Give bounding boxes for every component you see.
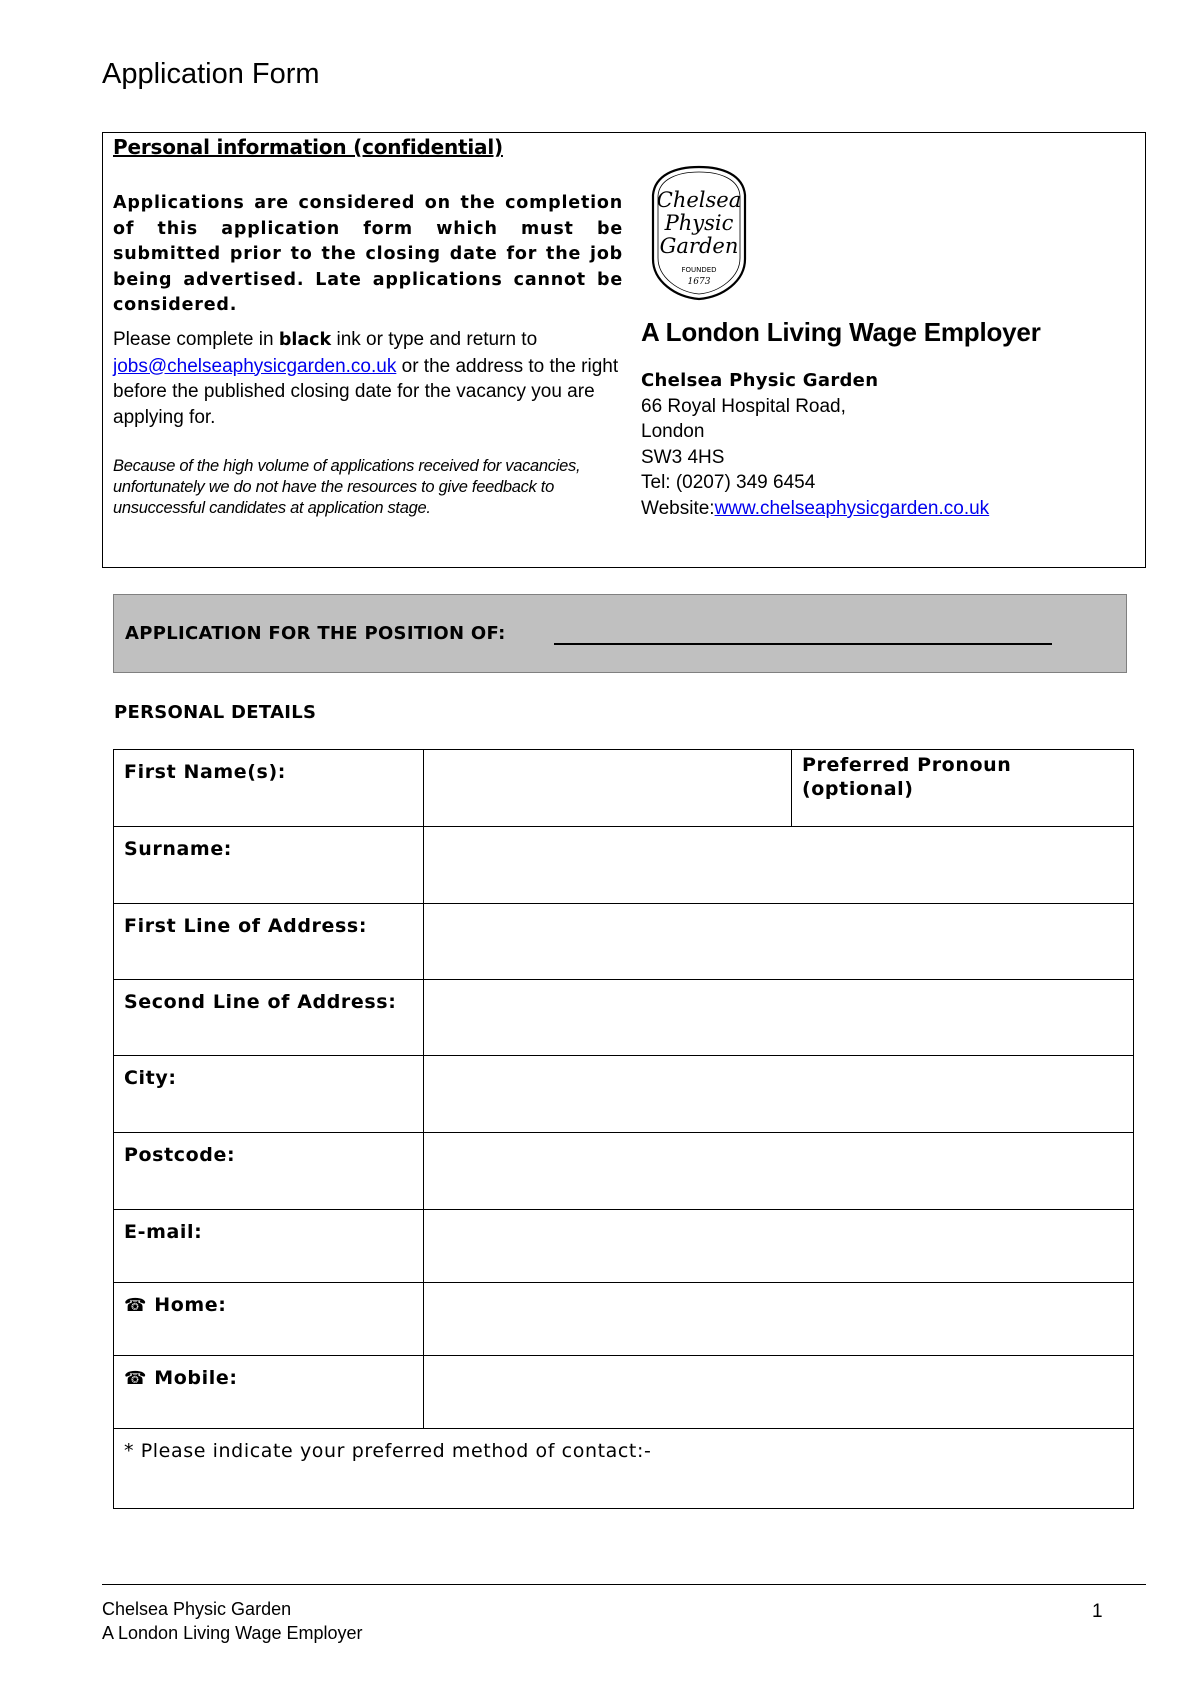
- table-row: [114, 1210, 1134, 1283]
- table-row: [114, 1056, 1134, 1133]
- address-street: 66 Royal Hospital Road,: [641, 395, 846, 417]
- living-wage-tagline: A London Living Wage Employer: [641, 317, 1041, 347]
- address-line-2-field[interactable]: [424, 980, 1134, 1056]
- page-title: Application Form: [102, 58, 320, 90]
- info-right-column: [641, 163, 1141, 522]
- instructions-text: or the address to the right before the published closing date for the vacancy you are applying for.: [113, 355, 619, 428]
- phone-icon: ☎: [124, 1368, 148, 1389]
- address-block: [641, 368, 1141, 522]
- instructions-paragraph: [113, 327, 623, 430]
- personal-details-heading: PERSONAL DETAILS: [114, 702, 317, 723]
- svg-text:Physic: Physic: [664, 211, 734, 235]
- address-line-2-label: Second Line of Address:: [114, 980, 424, 1056]
- city-label: City:: [114, 1056, 424, 1133]
- home-phone-field[interactable]: [424, 1283, 1134, 1356]
- mobile-phone-cell: [114, 1356, 424, 1429]
- website-line: [641, 496, 1141, 522]
- instructions-text: Please complete in: [113, 328, 279, 350]
- email-link[interactable]: jobs@chelseaphysicgarden.co.uk: [113, 355, 397, 377]
- surname-label: Surname:: [114, 827, 424, 904]
- city-field[interactable]: [424, 1056, 1134, 1133]
- footer-divider: [102, 1584, 1146, 1585]
- personal-details-table: [113, 749, 1134, 1509]
- first-name-label: First Name(s):: [114, 750, 424, 827]
- preferred-pronoun-field[interactable]: Preferred Pronoun (optional): [792, 750, 1134, 827]
- personal-information-box: [102, 132, 1146, 568]
- table-row: [114, 904, 1134, 980]
- position-applied-box: [113, 594, 1127, 673]
- svg-text:Chelsea: Chelsea: [656, 188, 742, 212]
- surname-field[interactable]: [424, 827, 1134, 904]
- chelsea-physic-garden-logo: [645, 163, 753, 303]
- telephone: Tel: (0207) 349 6454: [641, 472, 816, 494]
- mobile-phone-field[interactable]: [424, 1356, 1134, 1429]
- preferred-contact-field[interactable]: * Please indicate your preferred method of contact:-: [114, 1429, 1134, 1509]
- address-postcode: SW3 4HS: [641, 446, 725, 468]
- instructions-bold: black: [278, 329, 332, 350]
- table-row: [114, 1133, 1134, 1210]
- organisation-name: Chelsea Physic Garden: [641, 370, 879, 391]
- home-phone-cell: [114, 1283, 424, 1356]
- postcode-label: Postcode:: [114, 1133, 424, 1210]
- svg-text:FOUNDED: FOUNDED: [681, 266, 717, 274]
- table-row: [114, 1356, 1134, 1429]
- table-row: [114, 980, 1134, 1056]
- svg-text:Garden: Garden: [659, 234, 739, 258]
- mobile-phone-label: Mobile:: [154, 1367, 238, 1389]
- application-notice: Applications are considered on the completion of this application form which must be submitted prior to the closing date for the job being advertised. Late applications cannot be considered.: [113, 193, 623, 316]
- svg-text:1673: 1673: [687, 277, 711, 287]
- website-link[interactable]: www.chelseaphysicgarden.co.uk: [714, 497, 990, 519]
- address-line-1-label: First Line of Address:: [114, 904, 424, 980]
- footer-tagline: A London Living Wage Employer: [102, 1623, 363, 1643]
- footer-organisation: Chelsea Physic Garden: [102, 1599, 292, 1619]
- phone-icon: ☎: [124, 1295, 148, 1316]
- table-row: [114, 827, 1134, 904]
- table-row: [114, 750, 1134, 827]
- website-label: Website:: [641, 497, 715, 519]
- table-row: [114, 1429, 1134, 1509]
- position-label: APPLICATION FOR THE POSITION OF:: [125, 623, 506, 644]
- table-row: [114, 1283, 1134, 1356]
- info-left-column: [113, 133, 623, 519]
- feedback-note: Because of the high volume of applications received for vacancies, unfortunately we do not have the resources to give feedback to unsuccessful candidates at application stage.: [113, 457, 581, 518]
- instructions-text: ink or type and return to: [331, 328, 538, 350]
- page-number: 1: [1092, 1601, 1103, 1622]
- position-input-line[interactable]: [554, 643, 1052, 645]
- first-name-field[interactable]: [424, 750, 792, 827]
- section-heading: Personal information (confidential): [113, 135, 503, 159]
- address-line-1-field[interactable]: [424, 904, 1134, 980]
- home-phone-label: Home:: [154, 1294, 227, 1316]
- email-field[interactable]: [424, 1210, 1134, 1283]
- email-label: E-mail:: [114, 1210, 424, 1283]
- footer: [102, 1597, 363, 1645]
- postcode-field[interactable]: [424, 1133, 1134, 1210]
- address-city: London: [641, 421, 705, 443]
